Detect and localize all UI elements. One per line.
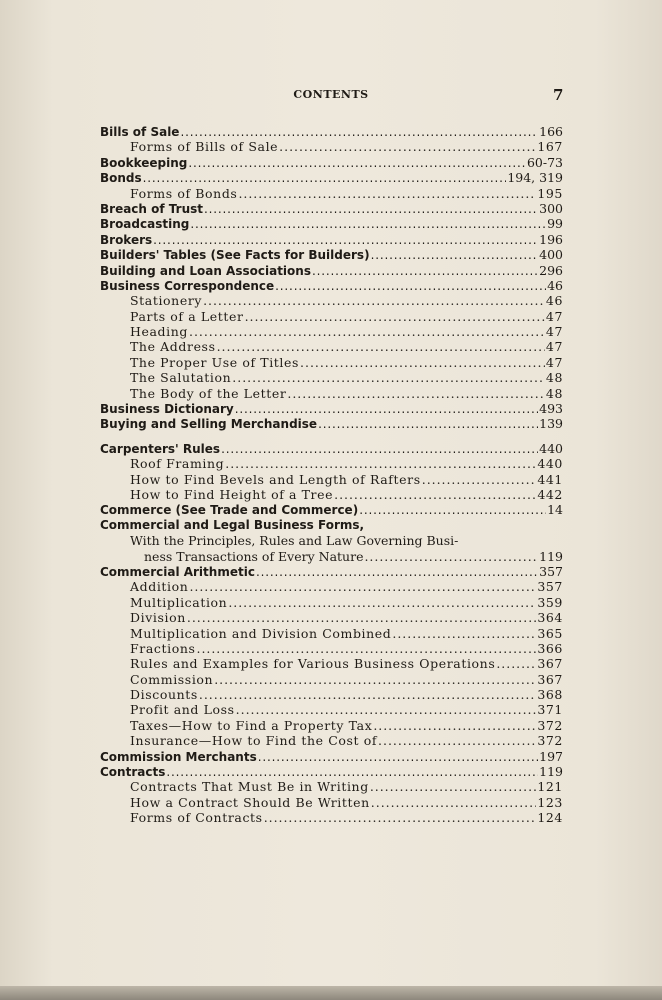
toc-subentry [100, 795, 563, 810]
toc-subentry [100, 579, 563, 594]
section-gap [100, 432, 563, 441]
dot-leader [373, 718, 536, 733]
toc-page-ref: 365 [537, 625, 563, 641]
toc-entry-title: The Body of the Letter [130, 385, 287, 401]
toc-entry-title: With the Principles, Rules and Law Governing Busi- [130, 533, 459, 549]
toc-entry-title: Buying and Selling Merchandise [100, 417, 318, 432]
toc-subentry [100, 533, 563, 548]
toc-page-ref: 139 [539, 416, 563, 432]
toc-page-ref: 296 [539, 262, 563, 278]
toc-entry [100, 401, 563, 416]
toc-page-ref: 119 [539, 764, 563, 780]
toc-entry-title: Addition [130, 579, 189, 595]
toc-entry-title: Forms of Bills of Sale [130, 139, 279, 155]
toc-entry-title: Business Dictionary [100, 402, 234, 417]
toc-entry-title: Building and Loan Associations [100, 263, 311, 278]
dot-leader [300, 355, 545, 370]
table-of-contents [100, 124, 563, 826]
toc-page-ref: 440 [537, 456, 563, 472]
toc-entry-title: Bookkeeping [100, 155, 188, 170]
dot-leader [258, 750, 538, 765]
toc-subentry [100, 549, 563, 564]
toc-entry-title: Insurance—How to Find the Cost of [130, 733, 378, 749]
toc-entry [100, 416, 563, 431]
toc-entry-title: Rules and Examples for Various Business Operations [130, 656, 496, 672]
toc-page-ref: 47 [545, 324, 563, 340]
toc-page-ref: 60-73 [526, 154, 563, 170]
dot-leader [275, 279, 546, 294]
toc-entry-title: Heading [130, 324, 189, 340]
dot-leader [334, 487, 536, 502]
toc-page-ref: 400 [539, 247, 563, 263]
toc-subentry [100, 810, 563, 825]
toc-page-ref: 493 [539, 401, 563, 417]
toc-entry-title: How a Contract Should Be Written [130, 794, 370, 810]
toc-subentry [100, 718, 563, 733]
toc-entry-title: The Salutation [130, 370, 232, 386]
toc-page-ref: 47 [545, 308, 563, 324]
dot-leader [232, 370, 545, 385]
toc-subentry [100, 355, 563, 370]
toc-page-ref: 119 [539, 548, 563, 564]
dot-leader [371, 795, 537, 810]
toc-page-ref: 99 [547, 216, 563, 232]
toc-subentry [100, 472, 563, 487]
toc-page-ref: 359 [537, 594, 563, 610]
toc-entry [100, 263, 563, 278]
toc-entry [100, 502, 563, 517]
toc-page-ref: 47 [545, 354, 563, 370]
toc-subentry [100, 456, 563, 471]
toc-entry [100, 518, 563, 533]
toc-entry-title: The Proper Use of Titles [130, 354, 300, 370]
dot-leader [392, 626, 536, 641]
toc-page-ref: 166 [539, 124, 563, 139]
toc-page-ref: 195 [537, 185, 563, 201]
toc-entry-title: Business Correspondence [100, 278, 275, 293]
page-bottom-edge [0, 986, 662, 1000]
toc-page-ref: 442 [537, 486, 563, 502]
toc-page-ref: 121 [537, 779, 563, 795]
toc-page-ref: 197 [539, 748, 563, 764]
toc-page-ref: 440 [539, 440, 563, 456]
dot-leader [370, 779, 537, 794]
toc-entry-title: How to Find Bevels and Length of Rafters [130, 471, 421, 487]
dot-leader [312, 264, 538, 279]
toc-page-ref: 47 [545, 339, 563, 355]
toc-subentry [100, 672, 563, 687]
toc-page-ref: 48 [545, 385, 563, 401]
toc-page-ref: 371 [537, 702, 563, 718]
toc-page-ref: 46 [547, 277, 563, 293]
toc-entry [100, 564, 563, 579]
toc-page-ref: 123 [537, 794, 563, 810]
toc-entry-title: Brokers [100, 232, 153, 247]
toc-subentry [100, 186, 563, 201]
toc-entry-title: Commercial Arithmetic [100, 564, 255, 579]
toc-page-ref: 124 [537, 810, 563, 826]
dot-leader [214, 672, 536, 687]
toc-entry-title: Roof Framing [130, 456, 225, 472]
dot-leader [378, 733, 536, 748]
toc-entry-title: Profit and Loss [130, 702, 235, 718]
dot-leader [236, 702, 537, 717]
toc-subentry [100, 626, 563, 641]
toc-entry [100, 170, 563, 185]
dot-leader [279, 139, 536, 154]
dot-leader [189, 579, 536, 594]
dot-leader [496, 656, 536, 671]
dot-leader [256, 565, 538, 580]
toc-page-ref: 194, 319 [507, 170, 563, 186]
toc-page-ref: 167 [537, 139, 563, 155]
dot-leader [197, 641, 537, 656]
toc-page-ref: 372 [537, 717, 563, 733]
toc-entry-title: Breach of Trust [100, 201, 203, 216]
dot-leader [188, 156, 526, 171]
toc-entry-title: Commission [130, 671, 214, 687]
toc-entry-title: Carpenters' Rules [100, 441, 221, 456]
toc-entry-title: Bonds [100, 171, 142, 186]
dot-leader [166, 765, 538, 780]
toc-subentry [100, 656, 563, 671]
dot-leader [235, 402, 538, 417]
toc-page-ref: 46 [545, 293, 563, 309]
toc-entry-title: Forms of Bonds [130, 185, 238, 201]
toc-entry [100, 441, 563, 456]
toc-entry-title: Division [130, 610, 186, 626]
toc-entry [100, 749, 563, 764]
toc-subentry [100, 595, 563, 610]
dot-leader [318, 417, 538, 432]
toc-page-ref: 366 [537, 640, 563, 656]
toc-entry-title: Commission Merchants [100, 749, 257, 764]
toc-entry [100, 216, 563, 231]
dot-leader [264, 810, 537, 825]
dot-leader [203, 293, 545, 308]
toc-subentry [100, 309, 563, 324]
toc-page-ref: 48 [545, 370, 563, 386]
toc-entry-title: Taxes—How to Find a Property Tax [130, 717, 373, 733]
toc-subentry [100, 370, 563, 385]
toc-entry-title: Fractions [130, 640, 196, 656]
toc-page-ref: 368 [537, 687, 563, 703]
toc-page-ref: 357 [539, 563, 563, 579]
toc-entry-title: Multiplication [130, 594, 228, 610]
toc-page-ref: 14 [547, 502, 563, 518]
toc-page-ref: 196 [539, 231, 563, 247]
dot-leader [217, 339, 545, 354]
toc-page-ref: 300 [539, 200, 563, 216]
dot-leader [422, 472, 537, 487]
toc-entry-title: Parts of a Letter [130, 308, 244, 324]
toc-page-ref: 357 [537, 579, 563, 595]
toc-entry [100, 278, 563, 293]
toc-entry-title: The Address [130, 339, 216, 355]
toc-entry-title: Builders' Tables (See Facts for Builders) [100, 248, 370, 263]
toc-subentry [100, 324, 563, 339]
toc-entry [100, 201, 563, 216]
toc-subentry [100, 702, 563, 717]
toc-entry-title: Discounts [130, 687, 198, 703]
toc-subentry [100, 779, 563, 794]
dot-leader [204, 202, 538, 217]
dot-leader [225, 456, 536, 471]
dot-leader [221, 442, 538, 457]
dot-leader [228, 595, 536, 610]
toc-subentry [100, 339, 563, 354]
toc-entry [100, 764, 563, 779]
toc-entry-title: ness Transactions of Every Nature [144, 548, 364, 564]
toc-entry-title: Stationery [130, 293, 203, 309]
toc-entry [100, 155, 563, 170]
toc-page-ref: 372 [537, 733, 563, 749]
dot-leader [153, 233, 538, 248]
toc-entry [100, 232, 563, 247]
toc-page-ref: 367 [537, 656, 563, 672]
dot-leader [359, 503, 546, 518]
toc-entry-title: Contracts [100, 765, 166, 780]
dot-leader [371, 248, 539, 263]
toc-entry-title: Bills of Sale [100, 125, 180, 139]
dot-leader [189, 324, 545, 339]
toc-subentry [100, 610, 563, 625]
dot-leader [143, 171, 507, 186]
dot-leader [187, 610, 536, 625]
toc-page-ref: 367 [537, 671, 563, 687]
toc-entry-title: Broadcasting [100, 217, 190, 232]
dot-leader [180, 125, 538, 140]
dot-leader [238, 186, 536, 201]
toc-entry [100, 124, 563, 139]
toc-entry-title: How to Find Height of a Tree [130, 486, 334, 502]
page-number: 7 [553, 86, 564, 104]
dot-leader [287, 386, 544, 401]
toc-entry-title: Multiplication and Division Combined [130, 625, 392, 641]
dot-leader [364, 549, 538, 564]
toc-entry-title: Commerce (See Trade and Commerce) [100, 503, 359, 518]
dot-leader [190, 217, 546, 232]
dot-leader [199, 687, 536, 702]
toc-entry-title: Contracts That Must Be in Writing [130, 779, 369, 795]
toc-subentry [100, 641, 563, 656]
toc-page-ref: 441 [537, 471, 563, 487]
toc-entry [100, 247, 563, 262]
toc-subentry [100, 487, 563, 502]
toc-entry-title: Forms of Contracts [130, 810, 263, 826]
page-title: CONTENTS [293, 88, 369, 101]
toc-subentry [100, 139, 563, 154]
toc-subentry [100, 733, 563, 748]
toc-subentry [100, 293, 563, 308]
dot-leader [245, 309, 545, 324]
toc-subentry [100, 687, 563, 702]
toc-entry-title: Commercial and Legal Business Forms, [100, 517, 365, 532]
toc-subentry [100, 386, 563, 401]
toc-page-ref: 364 [537, 610, 563, 626]
